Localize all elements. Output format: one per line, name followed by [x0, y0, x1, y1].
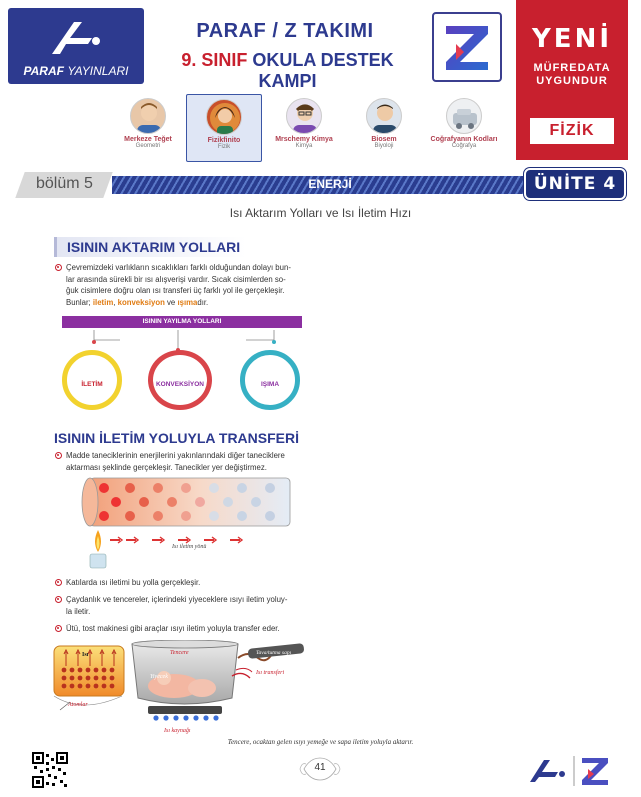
footer-logos — [528, 752, 612, 788]
qr-code-icon[interactable] — [32, 752, 68, 788]
figure-caption: Tencere, ocaktan gelen ısıyı yemeğe ve sapa iletim yoluyla aktarır. — [227, 738, 414, 746]
figure-label: Atomlar — [68, 702, 88, 708]
team-title: PARAF / Z TAKIMI — [196, 20, 374, 42]
author-list — [110, 94, 510, 164]
ring-konveksiyon: KONVEKSİYON — [148, 350, 212, 410]
figure-label: Tava/tutma sapı — [256, 650, 292, 656]
ribbon-subject: FİZİK — [530, 118, 614, 144]
bullet-icon — [55, 579, 62, 586]
figure-label: Tencere — [170, 650, 189, 656]
author-card[interactable]: Merkeze Teğet Geometri — [110, 94, 186, 162]
avatar — [206, 99, 242, 135]
publisher-name: PARAF YAYINLARI — [23, 64, 129, 78]
section-heading: ISININ AKTARIM YOLLARI — [54, 237, 246, 257]
camp-title: 9. SINIF OKULA DESTEK KAMPI — [181, 50, 394, 91]
diagram-title: ISININ YAYILMA YOLLARI — [62, 316, 302, 328]
figure-label: Isı iletim yönü — [172, 544, 207, 550]
curriculum-ribbon — [516, 0, 628, 160]
topic-label: ENERJİ — [308, 177, 352, 191]
figure-label: Isı — [82, 652, 89, 658]
chapter-label: bölüm 5 — [36, 175, 93, 192]
avatar — [286, 98, 322, 134]
paragraph: Çaydanlık ve tencereler, içlerindeki yiyeceklere ısıyı iletim yoluy- la iletir. — [55, 594, 317, 617]
z-team-logo — [432, 12, 502, 82]
avatar — [366, 98, 402, 134]
publisher-logo — [8, 8, 144, 84]
paragraph: Madde taneciklerinin enerjilerini yakınlarındaki diğer taneciklere aktarması şeklinde gerçekleşir. Tanecikler yer değiştirmez. — [55, 450, 317, 473]
bullet-icon — [55, 596, 62, 603]
chapter-banner — [20, 172, 626, 198]
paraf-arrow-icon — [48, 18, 104, 58]
ribbon-new-label: YENİ — [531, 24, 613, 54]
avatar — [130, 98, 166, 134]
figure-label: Yiyecek — [150, 674, 168, 680]
page-subtitle: Isı Aktarım Yolları ve Isı İletim Hızı — [229, 206, 412, 220]
author-card[interactable]: Fizikfinito Fizik — [186, 94, 262, 162]
author-card[interactable]: Coğrafyanın Kodları Coğrafya — [426, 94, 502, 162]
ring-iletim: İLETİM — [62, 350, 122, 410]
paragraph: Ütü, tost makinesi gibi araçlar ısıyı iletim yoluyla transfer eder. — [55, 623, 317, 635]
paragraph: Çevremizdeki varlıkların sıcaklıkları farklı olduğundan dolayı bun- lar arasında sürekli bir ısı alışverişi vardır. Sıcak cisimlerden so- ğuk cisimlere doğru olan ısı transferi üç farklı yol ile gerçekleşir. Bunlar; iletim, konveksiyon ve ışımadır. — [55, 262, 317, 308]
author-card[interactable]: Biosem Biyoloji — [346, 94, 422, 162]
section-heading: ISININ İLETİM YOLUYLA TRANSFERİ — [54, 430, 300, 446]
bullet-icon — [55, 264, 62, 271]
figure-label: Isı kaynağı — [164, 728, 191, 734]
paragraph: Katılarda ısı iletimi bu yolla gerçekleşir. — [55, 577, 317, 589]
z-letter-icon — [434, 14, 500, 80]
author-card[interactable]: Mrschemy Kimya Kimya — [266, 94, 342, 162]
bullet-icon — [55, 625, 62, 632]
figure-label: Isı transferi — [256, 670, 285, 676]
bullet-icon — [55, 452, 62, 459]
page-number: 41 — [314, 762, 326, 773]
unit-badge: ÜNİTE 4 — [524, 168, 626, 200]
avatar — [446, 98, 482, 134]
ring-isima: IŞIMA — [240, 350, 300, 410]
ribbon-curriculum-label: MÜFREDATA UYGUNDUR — [533, 62, 611, 87]
conduction-rod-figure — [70, 470, 300, 580]
